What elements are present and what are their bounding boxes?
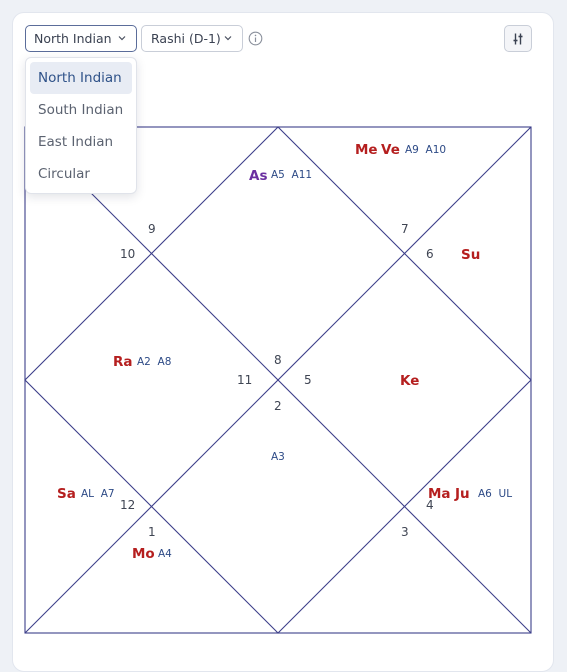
house-number: 3 <box>401 525 409 539</box>
house-number: 12 <box>120 498 136 512</box>
house-number: 2 <box>274 399 282 413</box>
house-number: 9 <box>148 222 156 236</box>
arudha-label: A2 A8 <box>137 356 172 368</box>
planet-label: Su <box>461 247 481 263</box>
arudha-label: A5 A11 <box>271 169 313 181</box>
house-number: 5 <box>304 373 312 387</box>
planet-label: Ju <box>455 486 470 502</box>
arudha-label: A6 UL <box>478 488 513 500</box>
chart-style-option-east-indian[interactable]: East Indian <box>38 134 114 150</box>
planet-label: Ke <box>400 373 420 389</box>
house-number: 8 <box>274 353 282 367</box>
planet-label: Ma <box>428 486 451 502</box>
chart-style-value: North Indian <box>34 31 112 46</box>
arudha-label: AL A7 <box>81 488 115 500</box>
arudha-label: A4 <box>158 548 172 560</box>
chart-style-option-circular[interactable]: Circular <box>38 166 90 182</box>
planet-label: Me <box>355 142 378 158</box>
arudha-label: A3 <box>271 451 285 463</box>
planet-label: Ve <box>381 142 400 158</box>
arudha-label: A9 A10 <box>405 144 447 156</box>
planet-label: Sa <box>57 486 76 502</box>
chart-grid <box>25 127 531 633</box>
varga-value: Rashi (D-1) <box>151 31 221 46</box>
house-number: 4 <box>426 498 434 512</box>
planet-label: Ra <box>113 354 133 370</box>
chart-style-dropdown <box>25 57 137 194</box>
house-number: 7 <box>401 222 409 236</box>
house-number: 1 <box>148 525 156 539</box>
chart-style-option-south-indian[interactable]: South Indian <box>38 102 124 118</box>
ascendant-label: As <box>249 168 268 184</box>
house-number: 11 <box>237 373 253 387</box>
chart-style-option-north-indian[interactable]: North Indian <box>30 62 132 94</box>
house-number: 10 <box>120 247 136 261</box>
house-number: 6 <box>426 247 434 261</box>
planet-label: Mo <box>132 546 155 562</box>
